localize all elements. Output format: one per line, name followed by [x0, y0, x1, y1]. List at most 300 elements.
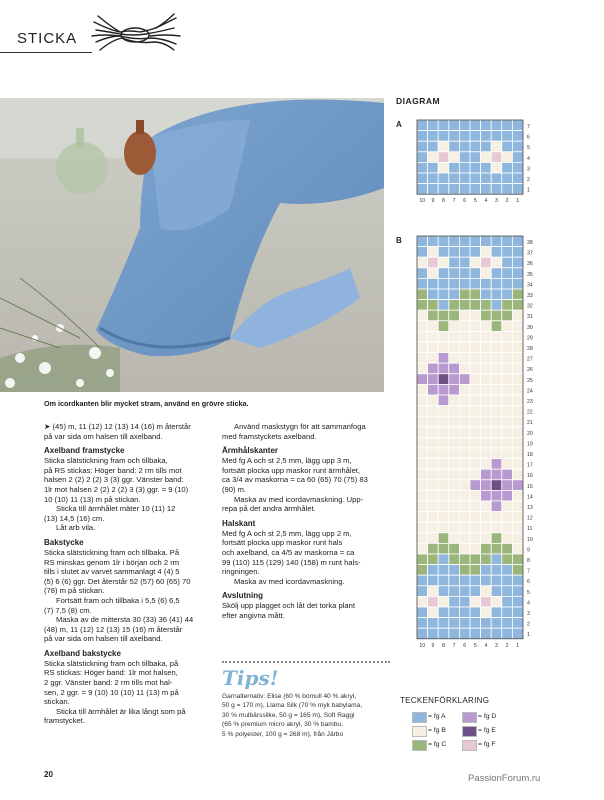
- chart-stitch-C: [428, 300, 439, 311]
- chart-stitch-B: [459, 310, 470, 321]
- tips-line: 50 g = 170 m), Llama Silk (70 % myk babylama,: [222, 702, 363, 710]
- chart-stitch-B: [417, 363, 428, 374]
- chart-stitch-A: [438, 120, 449, 131]
- chart-b-grid: [396, 232, 546, 666]
- chart-stitch-B: [470, 395, 481, 406]
- chart-stitch-B: [459, 363, 470, 374]
- chart-stitch-A: [481, 162, 492, 173]
- chart-stitch-A: [449, 131, 460, 142]
- chart-stitch-A: [470, 586, 481, 597]
- chart-stitch-B: [481, 268, 492, 279]
- chart-stitch-A: [470, 618, 481, 629]
- chart-stitch-A: [481, 628, 492, 639]
- row-number-label: 19: [527, 441, 533, 448]
- chart-stitch-A: [438, 236, 449, 247]
- chart-stitch-B: [512, 490, 523, 501]
- chart-stitch-A: [417, 586, 428, 597]
- chart-stitch-D: [438, 395, 449, 406]
- chart-stitch-A: [512, 162, 523, 173]
- row-number-label: 15: [527, 483, 533, 490]
- chart-stitch-D: [417, 374, 428, 385]
- intro-line-2: på var sida om halsen till axelband.: [44, 431, 163, 441]
- chart-stitch-B: [449, 331, 460, 342]
- chart-stitch-A: [459, 618, 470, 629]
- col-number-label: 4: [484, 642, 488, 649]
- chart-stitch-C: [459, 565, 470, 576]
- chart-stitch-B: [481, 512, 492, 523]
- chart-stitch-A: [481, 173, 492, 184]
- chart-stitch-A: [512, 618, 523, 629]
- chart-stitch-A: [438, 289, 449, 300]
- col-number-label: 9: [431, 198, 435, 205]
- chart-stitch-B: [438, 596, 449, 607]
- chart-stitch-A: [470, 278, 481, 289]
- text-line: Sticka till ärmhålet är lika långt som på: [56, 706, 186, 716]
- chart-stitch-B: [512, 374, 523, 385]
- chart-stitch-A: [459, 596, 470, 607]
- chart-stitch-A: [459, 607, 470, 618]
- chart-stitch-B: [438, 437, 449, 448]
- col-number-label: 7: [452, 198, 456, 205]
- chart-stitch-D: [481, 480, 492, 491]
- chart-stitch-B: [481, 395, 492, 406]
- chart-stitch-D: [502, 480, 513, 491]
- chart-stitch-A: [438, 278, 449, 289]
- chart-stitch-D: [491, 490, 502, 501]
- text-line: 10 (10) 11 (13) m på stickan.: [44, 494, 141, 504]
- chart-stitch-A: [512, 596, 523, 607]
- chart-stitch-B: [428, 152, 439, 163]
- chart-stitch-B: [481, 533, 492, 544]
- chart-stitch-B: [512, 522, 523, 533]
- chart-stitch-B: [512, 416, 523, 427]
- chart-stitch-B: [481, 501, 492, 512]
- chart-stitch-A: [481, 618, 492, 629]
- chart-stitch-B: [428, 459, 439, 470]
- chart-stitch-B: [438, 512, 449, 523]
- chart-stitch-B: [417, 512, 428, 523]
- chart-stitch-B: [417, 596, 428, 607]
- chart-stitch-A: [491, 247, 502, 258]
- chart-stitch-A: [417, 628, 428, 639]
- row-number-label: 32: [527, 303, 533, 310]
- chart-stitch-C: [428, 543, 439, 554]
- chart-stitch-B: [491, 331, 502, 342]
- col-number-label: 5: [473, 198, 477, 205]
- chart-stitch-B: [438, 162, 449, 173]
- row-number-label: 12: [527, 515, 533, 522]
- chart-stitch-A: [512, 586, 523, 597]
- chart-stitch-B: [502, 406, 513, 417]
- col-number-label: 2: [505, 198, 509, 205]
- chart-stitch-B: [470, 342, 481, 353]
- chart-stitch-B: [428, 247, 439, 258]
- chart-stitch-D: [449, 374, 460, 385]
- chart-stitch-A: [502, 131, 513, 142]
- text-line: (13) 14,5 (16) cm.: [44, 513, 105, 523]
- watermark: PassionForum.ru: [468, 773, 541, 784]
- text-line: sen, 2 ggr. = 9 (10) 10 (10) 11 (13) m på: [44, 687, 179, 697]
- chart-stitch-B: [459, 427, 470, 438]
- chart-stitch-A: [417, 575, 428, 586]
- dotted-divider: [222, 661, 390, 663]
- chart-stitch-C: [502, 543, 513, 554]
- chart-stitch-B: [417, 533, 428, 544]
- col-number-label: 9: [431, 642, 435, 649]
- chart-stitch-D: [449, 384, 460, 395]
- chart-stitch-B: [417, 321, 428, 332]
- text-line: Sticka slätstickning fram och tillbaka. På: [44, 547, 180, 557]
- chart-stitch-B: [491, 353, 502, 364]
- chart-stitch-A: [459, 141, 470, 152]
- col-number-label: 8: [442, 642, 445, 649]
- chart-stitch-A: [459, 586, 470, 597]
- chart-a-grid: [396, 116, 546, 208]
- chart-stitch-A: [502, 607, 513, 618]
- text-line: Sticka till ärmhålet mäter 10 (11) 12: [56, 504, 176, 514]
- chart-stitch-B: [459, 469, 470, 480]
- chart-stitch-A: [512, 141, 523, 152]
- chart-stitch-C: [481, 300, 492, 311]
- chart-stitch-C: [491, 321, 502, 332]
- chart-stitch-B: [481, 459, 492, 470]
- chart-stitch-A: [449, 184, 460, 195]
- chart-stitch-D: [491, 501, 502, 512]
- chart-stitch-A: [449, 257, 460, 268]
- chart-stitch-B: [470, 353, 481, 364]
- chart-stitch-B: [428, 268, 439, 279]
- chart-stitch-B: [459, 321, 470, 332]
- chart-stitch-A: [470, 607, 481, 618]
- heading-armhalskanter: Ärmhålskanter: [222, 446, 279, 456]
- legend-label: = fg F: [478, 741, 496, 748]
- col-number-label: 4: [484, 198, 488, 205]
- chart-stitch-A: [459, 131, 470, 142]
- chart-stitch-B: [491, 416, 502, 427]
- chart-stitch-B: [438, 257, 449, 268]
- chart-stitch-D: [438, 363, 449, 374]
- tips-title: Tips!: [222, 666, 279, 690]
- chart-stitch-B: [428, 607, 439, 618]
- chart-stitch-D: [438, 384, 449, 395]
- chart-stitch-B: [512, 501, 523, 512]
- chart-stitch-C: [438, 310, 449, 321]
- chart-stitch-A: [470, 184, 481, 195]
- text-line: (48) m, 11 (12) 12 (13) 15 (16) m återstår: [44, 624, 183, 634]
- chart-stitch-A: [502, 596, 513, 607]
- legend-title: TECKENFÖRKLARING: [400, 696, 490, 705]
- chart-stitch-C: [502, 300, 513, 311]
- row-number-label: 21: [527, 420, 533, 427]
- section-title: STICKA: [17, 30, 78, 47]
- tips-line: 30 % mulbärssilke, 50 g = 165 m), Soft Raggi: [222, 711, 355, 719]
- chart-stitch-B: [512, 384, 523, 395]
- row-number-label: 8: [527, 557, 530, 564]
- chart-stitch-B: [417, 331, 428, 342]
- chart-stitch-B: [417, 437, 428, 448]
- row-number-label: 3: [527, 610, 530, 617]
- diagram-title: DIAGRAM: [396, 96, 441, 106]
- chart-stitch-D: [502, 490, 513, 501]
- chart-stitch-D: [470, 480, 481, 491]
- col-number-label: 8: [442, 198, 445, 205]
- chart-stitch-B: [428, 406, 439, 417]
- swatch-fg-d: [462, 712, 477, 723]
- row-number-label: 7: [527, 123, 530, 130]
- chart-stitch-C: [470, 554, 481, 565]
- chart-stitch-A: [428, 618, 439, 629]
- photo-caption: Om icordkanten blir mycket stram, använd en grövre sticka.: [44, 399, 249, 408]
- chart-stitch-B: [502, 512, 513, 523]
- heading-axelband-bak: Axelband bakstycke: [44, 648, 121, 658]
- chart-stitch-B: [459, 384, 470, 395]
- chart-stitch-B: [481, 406, 492, 417]
- chart-stitch-A: [459, 173, 470, 184]
- chart-stitch-B: [502, 533, 513, 544]
- chart-stitch-B: [449, 427, 460, 438]
- chart-stitch-B: [491, 448, 502, 459]
- chart-stitch-B: [481, 152, 492, 163]
- chart-stitch-A: [481, 278, 492, 289]
- chart-stitch-D: [449, 363, 460, 374]
- chart-stitch-B: [491, 522, 502, 533]
- chart-stitch-A: [470, 173, 481, 184]
- chart-stitch-C: [428, 554, 439, 565]
- row-number-label: 6: [527, 579, 530, 586]
- chart-stitch-B: [449, 480, 460, 491]
- chart-stitch-A: [470, 162, 481, 173]
- chart-stitch-B: [459, 490, 470, 501]
- chart-stitch-B: [428, 490, 439, 501]
- chart-stitch-A: [512, 278, 523, 289]
- chart-stitch-A: [438, 628, 449, 639]
- chart-stitch-B: [470, 427, 481, 438]
- chart-stitch-A: [502, 120, 513, 131]
- row-number-label: 5: [527, 145, 530, 152]
- chart-stitch-C: [502, 554, 513, 565]
- chart-stitch-A: [459, 278, 470, 289]
- chart-stitch-A: [438, 268, 449, 279]
- sweater-photo: [0, 98, 384, 392]
- chart-stitch-A: [491, 236, 502, 247]
- chart-stitch-A: [417, 607, 428, 618]
- chart-stitch-B: [428, 533, 439, 544]
- text-line: ringningen.: [222, 567, 260, 577]
- chart-stitch-B: [470, 596, 481, 607]
- chart-stitch-B: [512, 533, 523, 544]
- chart-stitch-B: [481, 321, 492, 332]
- tips-line: Garnalternativ: Elise (60 % bomull 40 % akryl,: [222, 693, 357, 700]
- chart-stitch-B: [512, 448, 523, 459]
- row-number-label: 14: [527, 494, 533, 501]
- chart-stitch-A: [428, 628, 439, 639]
- chart-stitch-C: [481, 543, 492, 554]
- chart-stitch-B: [417, 406, 428, 417]
- chart-stitch-A: [449, 596, 460, 607]
- chart-stitch-A: [491, 173, 502, 184]
- chart-stitch-B: [417, 459, 428, 470]
- chart-stitch-A: [491, 575, 502, 586]
- chart-stitch-C: [502, 310, 513, 321]
- chart-stitch-A: [438, 131, 449, 142]
- chart-stitch-D: [428, 384, 439, 395]
- chart-stitch-B: [428, 480, 439, 491]
- chart-stitch-B: [459, 480, 470, 491]
- chart-stitch-B: [449, 353, 460, 364]
- yarn-skein-icon: [90, 10, 182, 54]
- text-line: (7) 7,5 (8) cm.: [44, 605, 92, 615]
- chart-stitch-A: [470, 236, 481, 247]
- chart-stitch-A: [512, 575, 523, 586]
- chart-stitch-B: [502, 374, 513, 385]
- chart-stitch-B: [502, 395, 513, 406]
- text-line: (5) 6 (6) ggr. Det återstår 52 (57) 60 (65) 70: [44, 576, 191, 586]
- chart-stitch-A: [428, 565, 439, 576]
- chart-stitch-B: [417, 543, 428, 554]
- heading-axelband-fram: Axelband framstycke: [44, 446, 125, 456]
- chart-stitch-C: [459, 289, 470, 300]
- chart-stitch-B: [459, 501, 470, 512]
- text-line: med framstyckets axelband.: [222, 431, 317, 441]
- chart-stitch-B: [502, 342, 513, 353]
- chart-stitch-D: [481, 490, 492, 501]
- chart-stitch-B: [512, 427, 523, 438]
- chart-stitch-B: [438, 490, 449, 501]
- chart-stitch-A: [417, 268, 428, 279]
- chart-stitch-B: [449, 416, 460, 427]
- row-number-label: 16: [527, 473, 533, 480]
- chart-stitch-B: [502, 522, 513, 533]
- chart-stitch-A: [470, 247, 481, 258]
- chart-stitch-B: [491, 596, 502, 607]
- chart-stitch-C: [470, 565, 481, 576]
- chart-stitch-B: [502, 427, 513, 438]
- swatch-fg-a: [412, 712, 427, 723]
- chart-stitch-C: [449, 554, 460, 565]
- chart-stitch-A: [428, 131, 439, 142]
- row-number-label: 11: [527, 526, 533, 533]
- chart-stitch-A: [438, 184, 449, 195]
- chart-stitch-F: [481, 596, 492, 607]
- chart-stitch-A: [449, 289, 460, 300]
- col-number-label: 1: [516, 198, 520, 205]
- row-number-label: 5: [527, 589, 530, 596]
- chart-stitch-B: [470, 469, 481, 480]
- row-number-label: 4: [527, 155, 530, 162]
- chart-stitch-B: [502, 321, 513, 332]
- chart-stitch-B: [459, 353, 470, 364]
- row-number-label: 18: [527, 451, 533, 458]
- chart-stitch-B: [459, 448, 470, 459]
- chart-stitch-B: [438, 448, 449, 459]
- col-number-label: 10: [419, 642, 426, 649]
- chart-stitch-B: [428, 321, 439, 332]
- chart-stitch-C: [491, 543, 502, 554]
- chart-stitch-A: [449, 586, 460, 597]
- chart-stitch-A: [428, 120, 439, 131]
- chart-stitch-A: [417, 141, 428, 152]
- heading-halskant: Halskant: [222, 518, 256, 528]
- chart-stitch-A: [459, 268, 470, 279]
- chart-stitch-B: [417, 427, 428, 438]
- chart-stitch-B: [417, 395, 428, 406]
- chart-stitch-A: [502, 565, 513, 576]
- chart-stitch-A: [459, 575, 470, 586]
- text-line: 99 (110) 115 (129) 140 (158) m runt hals-: [222, 557, 361, 567]
- legend: [400, 696, 600, 748]
- col-number-label: 7: [452, 642, 456, 649]
- text-line: Låt arb vila.: [56, 523, 96, 533]
- chart-stitch-C: [438, 543, 449, 554]
- chart-stitch-B: [470, 490, 481, 501]
- row-number-label: 6: [527, 134, 530, 141]
- chart-stitch-B: [459, 331, 470, 342]
- chart-stitch-F: [491, 152, 502, 163]
- chart-stitch-B: [459, 543, 470, 554]
- chart-stitch-B: [459, 416, 470, 427]
- legend-label: = fg B: [428, 727, 446, 734]
- chart-stitch-B: [512, 395, 523, 406]
- chart-stitch-A: [502, 628, 513, 639]
- col-number-label: 6: [463, 642, 467, 649]
- chart-stitch-B: [512, 437, 523, 448]
- chart-stitch-B: [449, 522, 460, 533]
- row-number-label: 31: [527, 314, 533, 321]
- chart-stitch-A: [470, 628, 481, 639]
- row-number-label: 26: [527, 367, 533, 374]
- chart-stitch-D: [491, 459, 502, 470]
- chart-stitch-B: [502, 459, 513, 470]
- chart-stitch-A: [417, 120, 428, 131]
- tips-line: 5 % polyester, 100 g = 268 m), från Järbo: [222, 730, 344, 738]
- chart-stitch-B: [449, 437, 460, 448]
- chart-stitch-B: [502, 353, 513, 364]
- chart-stitch-B: [481, 416, 492, 427]
- chart-stitch-B: [491, 384, 502, 395]
- chart-stitch-B: [417, 501, 428, 512]
- legend-label: = fg E: [478, 727, 496, 734]
- chart-stitch-B: [512, 406, 523, 417]
- chart-stitch-C: [428, 310, 439, 321]
- text-line: fortsätt plocka upp maskor runt hals: [222, 538, 343, 548]
- text-line: och axelband, ca 4/5 av maskorna = ca: [222, 547, 355, 557]
- text-line: Sticka slätstickning fram och tillbaka, på: [44, 658, 179, 668]
- chart-stitch-D: [428, 363, 439, 374]
- chart-stitch-C: [438, 533, 449, 544]
- continue-arrow-icon: ➤: [44, 422, 53, 431]
- chart-stitch-B: [417, 342, 428, 353]
- chart-stitch-B: [481, 363, 492, 374]
- chart-stitch-B: [428, 437, 439, 448]
- chart-stitch-C: [481, 554, 492, 565]
- row-number-label: 1: [527, 187, 530, 194]
- chart-stitch-B: [459, 459, 470, 470]
- chart-stitch-B: [449, 395, 460, 406]
- chart-stitch-B: [428, 512, 439, 523]
- chart-stitch-A: [512, 628, 523, 639]
- chart-stitch-B: [512, 543, 523, 554]
- legend-label: = fg A: [428, 713, 446, 720]
- chart-stitch-B: [449, 469, 460, 480]
- chart-stitch-A: [491, 607, 502, 618]
- chart-stitch-A: [512, 247, 523, 258]
- chart-stitch-A: [438, 247, 449, 258]
- diagram-a-label: A: [396, 120, 402, 129]
- chart-stitch-B: [481, 427, 492, 438]
- row-number-label: 22: [527, 409, 533, 416]
- chart-stitch-B: [449, 152, 460, 163]
- chart-stitch-A: [491, 120, 502, 131]
